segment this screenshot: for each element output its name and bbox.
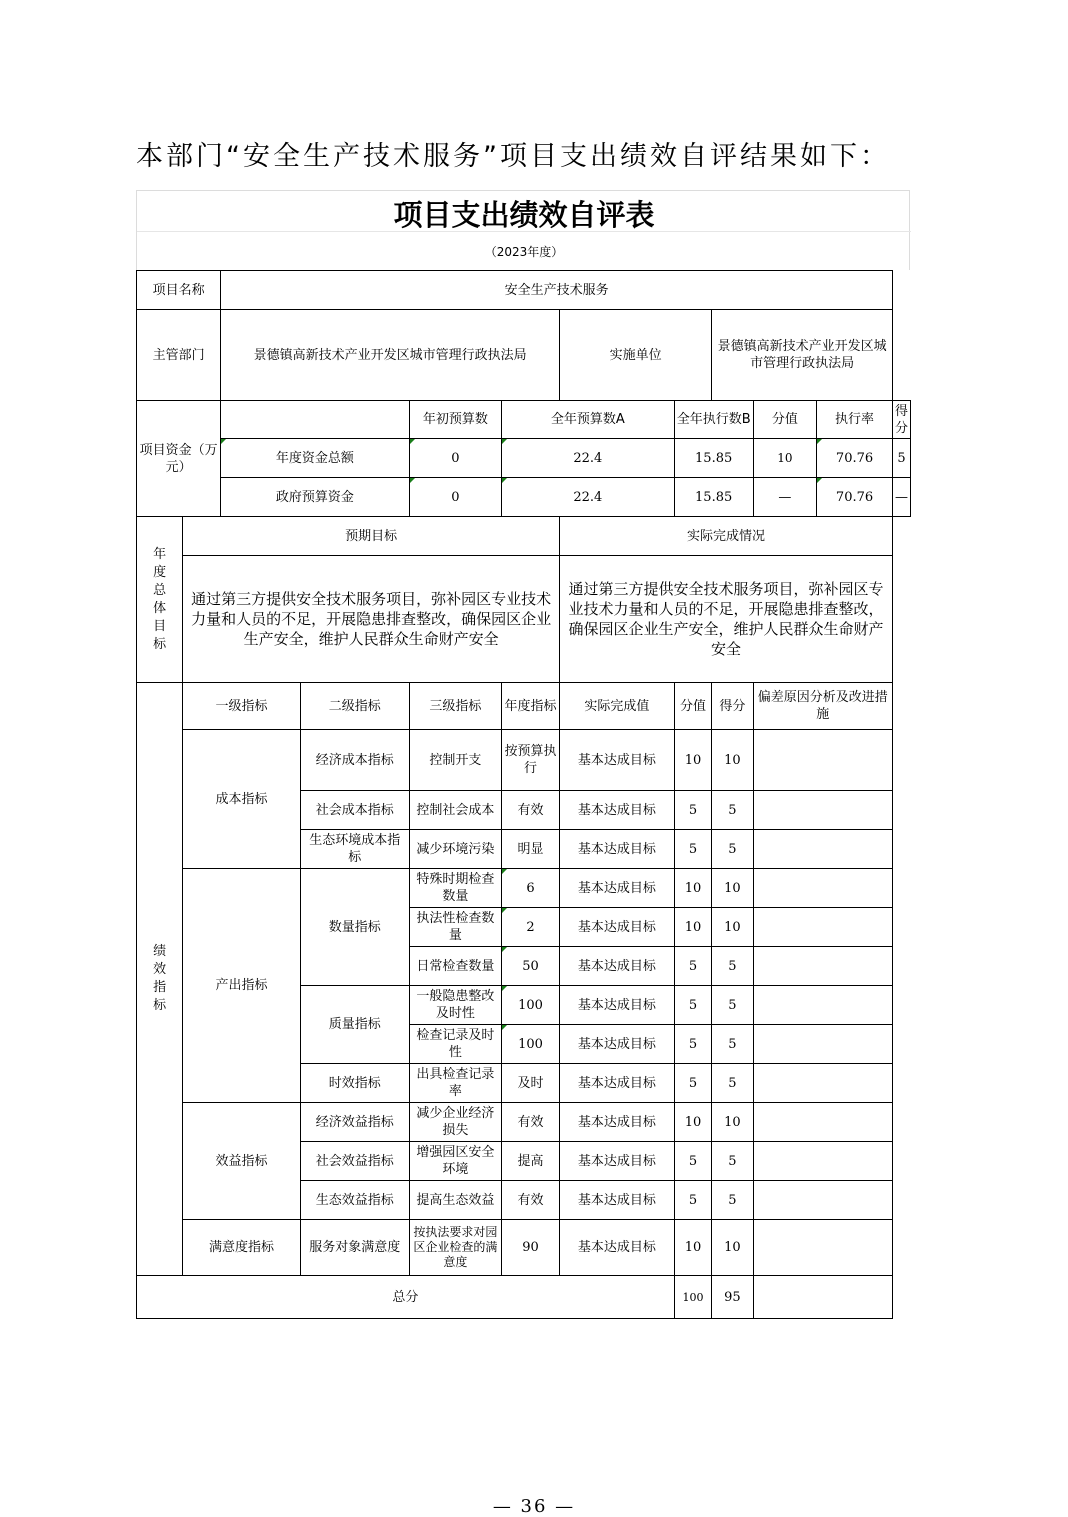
funds-header-row — [137, 401, 911, 439]
ind-header-actual: 实际完成值 — [560, 683, 675, 730]
ind-header-level2: 二级指标 — [300, 683, 409, 730]
level2-quantity: 数量指标 — [300, 869, 409, 986]
indicator-actual: 基本达成目标 — [560, 1025, 675, 1064]
funds-label: 项目资金（万元） — [137, 401, 221, 517]
indicator-actual: 基本达成目标 — [560, 1103, 675, 1142]
ind-header-weight: 分值 — [674, 683, 712, 730]
indicator-weight: 5 — [674, 1142, 712, 1181]
indicator-note — [753, 947, 892, 986]
sheet-title: 项目支出绩效自评表 — [393, 198, 655, 232]
indicator-target: 50 — [502, 947, 560, 986]
indicator-name: 一般隐患整改及时性 — [409, 986, 501, 1025]
indicator-score: 5 — [712, 947, 753, 986]
indicator-score: 5 — [712, 1064, 753, 1103]
page-number: — 36 — — [492, 1496, 576, 1517]
indicator-note — [753, 730, 892, 791]
project-name-label: 项目名称 — [137, 271, 221, 310]
level1-cost: 成本指标 — [183, 730, 301, 869]
goals-header-row — [137, 517, 911, 556]
indicator-target: 有效 — [502, 1103, 560, 1142]
funds-row-label: 年度资金总额 — [221, 439, 409, 478]
level2-eco-cost: 生态环境成本指标 — [300, 830, 409, 869]
funds-header-score: 得分 — [892, 401, 910, 439]
indicator-row — [137, 1220, 911, 1276]
project-name-value: 安全生产技术服务 — [221, 271, 893, 310]
total-score: 95 — [712, 1276, 753, 1319]
ind-header-target: 年度指标 — [502, 683, 560, 730]
indicator-note — [753, 1103, 892, 1142]
indicator-note — [753, 986, 892, 1025]
funds-weight: — — [753, 478, 816, 517]
funds-rate: 70.76 — [817, 439, 893, 478]
funds-header-budget: 全年预算数A — [502, 401, 675, 439]
indicator-actual: 基本达成目标 — [560, 869, 675, 908]
indicator-score: 5 — [712, 986, 753, 1025]
impl-unit-label: 实施单位 — [560, 310, 712, 401]
level2-social-benefit: 社会效益指标 — [300, 1142, 409, 1181]
level2-economic-benefit: 经济效益指标 — [300, 1103, 409, 1142]
indicator-note — [753, 791, 892, 830]
indicator-target: 100 — [502, 1025, 560, 1064]
indicators-header-row — [137, 683, 911, 730]
indicator-target: 2 — [502, 908, 560, 947]
indicator-actual: 基本达成目标 — [560, 830, 675, 869]
indicator-weight: 5 — [674, 986, 712, 1025]
total-row — [137, 1276, 911, 1319]
dept-label: 主管部门 — [137, 310, 221, 401]
indicator-note — [753, 1142, 892, 1181]
indicator-actual: 基本达成目标 — [560, 1181, 675, 1220]
indicator-score: 10 — [712, 869, 753, 908]
level2-quality: 质量指标 — [300, 986, 409, 1064]
indicator-note — [753, 908, 892, 947]
indicator-name: 特殊时期检查数量 — [409, 869, 501, 908]
indicator-actual: 基本达成目标 — [560, 986, 675, 1025]
indicator-score: 5 — [712, 1142, 753, 1181]
evaluation-sheet — [136, 190, 911, 1320]
indicator-weight: 10 — [674, 869, 712, 908]
indicator-name: 增强园区安全环境 — [409, 1142, 501, 1181]
ind-header-score: 得分 — [712, 683, 753, 730]
ind-header-note: 偏差原因分析及改进措施 — [753, 683, 892, 730]
goals-content-row — [137, 556, 911, 683]
indicator-name: 检查记录及时性 — [409, 1025, 501, 1064]
indicator-name: 控制开支 — [409, 730, 501, 791]
indicator-score: 10 — [712, 908, 753, 947]
level1-benefit: 效益指标 — [183, 1103, 301, 1220]
indicator-note — [753, 1220, 892, 1276]
indicator-actual: 基本达成目标 — [560, 1142, 675, 1181]
indicator-actual: 基本达成目标 — [560, 947, 675, 986]
indicator-score: 5 — [712, 830, 753, 869]
indicator-score: 5 — [712, 1181, 753, 1220]
indicator-name: 按执法要求对园区企业检查的满意度 — [409, 1220, 501, 1276]
indicator-score: 10 — [712, 1103, 753, 1142]
funds-header-executed: 全年执行数B — [674, 401, 753, 439]
indicator-weight: 5 — [674, 791, 712, 830]
indicator-actual: 基本达成目标 — [560, 791, 675, 830]
dept-row — [137, 310, 911, 401]
indicator-note — [753, 869, 892, 908]
goals-label: 年度总体目标 — [137, 517, 183, 683]
funds-budget: 22.4 — [502, 439, 675, 478]
funds-executed: 15.85 — [674, 439, 753, 478]
project-name-row — [137, 271, 911, 310]
level2-timeliness: 时效指标 — [300, 1064, 409, 1103]
title-box — [136, 190, 910, 270]
indicator-actual: 基本达成目标 — [560, 1064, 675, 1103]
indicator-name: 减少环境污染 — [409, 830, 501, 869]
indicator-actual: 基本达成目标 — [560, 730, 675, 791]
impl-unit-value: 景德镇高新技术产业开发区城市管理行政执法局 — [712, 310, 893, 401]
funds-row-total — [137, 439, 911, 478]
indicator-name: 提高生态效益 — [409, 1181, 501, 1220]
funds-weight: 10 — [753, 439, 816, 478]
goals-actual-header: 实际完成情况 — [560, 517, 893, 556]
indicator-actual: 基本达成目标 — [560, 908, 675, 947]
indicator-note — [753, 830, 892, 869]
indicator-name: 出具检查记录率 — [409, 1064, 501, 1103]
indicator-weight: 5 — [674, 1025, 712, 1064]
title-divider — [137, 231, 911, 232]
funds-budget: 22.4 — [502, 478, 675, 517]
indicator-note — [753, 1025, 892, 1064]
level2-economic-cost: 经济成本指标 — [300, 730, 409, 791]
indicator-target: 有效 — [502, 1181, 560, 1220]
dept-value: 景德镇高新技术产业开发区城市管理行政执法局 — [221, 310, 560, 401]
indicator-target: 及时 — [502, 1064, 560, 1103]
intro-text: 本部门“安全生产技术服务”项目支出绩效自评结果如下： — [136, 141, 890, 172]
indicator-name: 日常检查数量 — [409, 947, 501, 986]
indicator-weight: 10 — [674, 1103, 712, 1142]
indicator-row — [137, 730, 911, 791]
funds-score: — — [892, 478, 910, 517]
indicator-weight: 10 — [674, 908, 712, 947]
funds-header-blank — [221, 401, 409, 439]
indicator-row — [137, 1103, 911, 1142]
indicator-target: 按预算执行 — [502, 730, 560, 791]
indicator-weight: 10 — [674, 730, 712, 791]
indicator-target: 6 — [502, 869, 560, 908]
indicator-target: 提高 — [502, 1142, 560, 1181]
goals-actual-text: 通过第三方提供安全技术服务项目，弥补园区专业技术力量和人员的不足，开展隐患排查整改，确保园区企业生产安全，维护人民群众生命财产安全 — [560, 556, 893, 683]
indicator-score: 10 — [712, 1220, 753, 1276]
total-label: 总分 — [137, 1276, 675, 1319]
goals-expected-text: 通过第三方提供安全技术服务项目，弥补园区专业技术力量和人员的不足，开展隐患排查整改，确保园区企业生产安全，维护人民群众生命财产安全 — [183, 556, 560, 683]
indicator-score: 5 — [712, 791, 753, 830]
perf-label: 绩效指标 — [137, 683, 183, 1276]
indicator-name: 控制社会成本 — [409, 791, 501, 830]
indicator-score: 5 — [712, 1025, 753, 1064]
funds-score: 5 — [892, 439, 910, 478]
goals-expected-header: 预期目标 — [183, 517, 560, 556]
indicator-weight: 5 — [674, 1064, 712, 1103]
funds-header-initial: 年初预算数 — [409, 401, 501, 439]
funds-row-label: 政府预算资金 — [221, 478, 409, 517]
ind-header-level1: 一级指标 — [183, 683, 301, 730]
funds-executed: 15.85 — [674, 478, 753, 517]
total-note — [753, 1276, 892, 1319]
indicator-name: 执法性检查数量 — [409, 908, 501, 947]
indicator-weight: 5 — [674, 830, 712, 869]
level2-service-satisfaction: 服务对象满意度 — [300, 1220, 409, 1276]
level2-social-cost: 社会成本指标 — [300, 791, 409, 830]
indicator-note — [753, 1064, 892, 1103]
funds-header-weight: 分值 — [753, 401, 816, 439]
evaluation-table — [136, 270, 911, 1319]
indicator-target: 90 — [502, 1220, 560, 1276]
indicator-actual: 基本达成目标 — [560, 1220, 675, 1276]
funds-rate: 70.76 — [817, 478, 893, 517]
funds-initial: 0 — [409, 478, 501, 517]
indicator-score: 10 — [712, 730, 753, 791]
level1-satisfaction: 满意度指标 — [183, 1220, 301, 1276]
indicator-name: 减少企业经济损失 — [409, 1103, 501, 1142]
indicator-weight: 10 — [674, 1220, 712, 1276]
ind-header-level3: 三级指标 — [409, 683, 501, 730]
indicator-target: 有效 — [502, 791, 560, 830]
indicator-target: 100 — [502, 986, 560, 1025]
indicator-weight: 5 — [674, 947, 712, 986]
total-weight: 100 — [674, 1276, 712, 1319]
funds-row-gov — [137, 478, 911, 517]
indicator-weight: 5 — [674, 1181, 712, 1220]
funds-initial: 0 — [409, 439, 501, 478]
indicator-target: 明显 — [502, 830, 560, 869]
indicator-row — [137, 869, 911, 908]
level1-output: 产出指标 — [183, 869, 301, 1103]
level2-eco-benefit: 生态效益指标 — [300, 1181, 409, 1220]
sheet-year: （2023年度） — [484, 245, 564, 259]
funds-header-rate: 执行率 — [817, 401, 893, 439]
indicator-note — [753, 1181, 892, 1220]
